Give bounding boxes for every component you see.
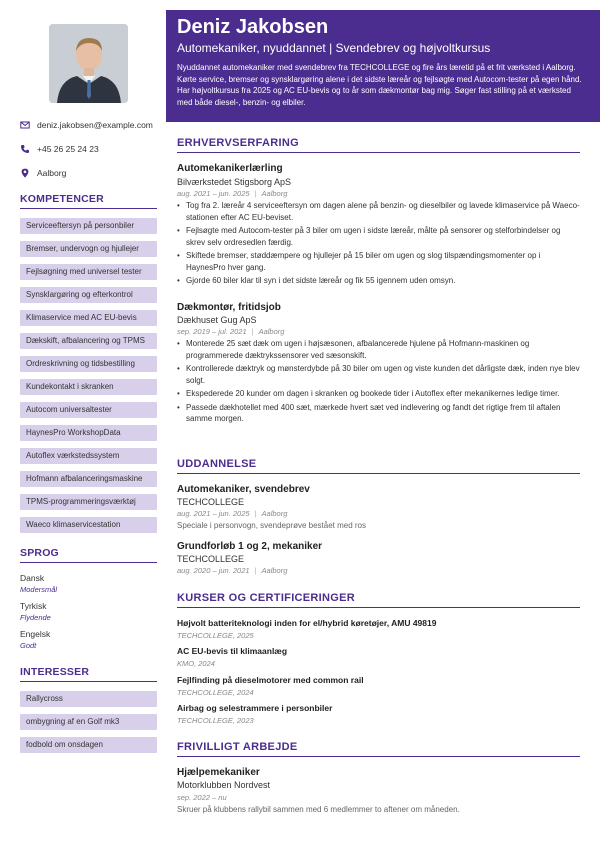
job-bullet: • Gjorde 60 biler klar til syn i det sidste læreår og fik 55 igennem uden omsyn.	[177, 275, 580, 287]
interest-chip: ombygning af en Golf mk3	[20, 714, 157, 730]
candidate-title: Automekaniker, nyuddannet | Svendebrev og højvoltkursus	[177, 41, 491, 55]
volunteer-org: Motorklubben Nordvest	[177, 780, 271, 790]
course-meta: TECHCOLLEGE, 2025	[177, 631, 254, 640]
course-meta: TECHCOLLEGE, 2023	[177, 716, 254, 725]
profile-summary: Nyuddannet automekaniker med svendebrev fra TECHCOLLEGE og fire års læretid på et frit værksted i Aalborg. Kørte service, bremser og synsklargøring alene i det sidste læreår og fejlsøgte med Autocom-tester på egen hånd. Har højvoltkursus fra 2025 og AC EU-bevis og to år som dækmontør bag mig. Søger fast stilling på et værksted med både diesel-, benzin- og elbiler.	[177, 63, 582, 107]
education-school: TECHCOLLEGE	[177, 497, 245, 507]
job-company: Dækhuset Gug ApS	[177, 315, 257, 325]
language-item	[20, 573, 157, 594]
email-text: deniz.jakobsen@example.com	[37, 120, 153, 130]
location-pin-icon	[20, 168, 30, 178]
skill-chip: Bremser, undervogn og hjullejer	[20, 241, 157, 257]
job-title: Automekanikerlærling	[177, 163, 283, 174]
course-title: AC EU-bevis til klimaanlæg	[177, 646, 288, 656]
course-title: Airbag og selestrammere i personbiler	[177, 703, 333, 713]
contact-phone[interactable]	[20, 144, 160, 154]
job-dates: sep. 2019 – jul. 2021	[177, 327, 247, 336]
contact-location	[20, 168, 160, 178]
meta-separator: |	[254, 566, 257, 575]
languages-heading: SPROG	[20, 547, 157, 563]
education-dates: aug. 2021 – jun. 2025	[177, 509, 250, 518]
volunteer-heading: FRIVILLIGT ARBEJDE	[177, 741, 580, 757]
job-bullet: • Monterede 25 sæt dæk om ugen i højsæsonen, afbalancerede hjulene på Hofmann-maskinen og programmerede dæktrykssensorer ved sæsonskift.	[177, 338, 580, 361]
language-item	[20, 629, 157, 650]
mail-icon	[20, 120, 30, 130]
education-title: Grundforløb 1 og 2, mekaniker	[177, 541, 323, 552]
job-location: Aalborg	[261, 189, 288, 198]
job-meta	[177, 327, 284, 336]
job-meta	[177, 189, 287, 198]
job-dates: aug. 2021 – jun. 2025	[177, 189, 250, 198]
skill-chip: Autoflex værkstedssystem	[20, 448, 157, 464]
header-banner	[166, 10, 600, 122]
skill-chip: Kundekontakt i skranken	[20, 379, 157, 395]
language-name: Engelsk	[20, 629, 51, 639]
language-name: Tyrkisk	[20, 601, 47, 611]
candidate-name: Deniz Jakobsen	[177, 16, 329, 38]
job-bullet: • Kontrollerede dæktryk og mønsterdybde på 30 biler om ugen og viste kunden det dårligste dæk, inden nye blev solgt.	[177, 363, 580, 386]
contact-email[interactable]	[20, 120, 160, 130]
education-description: Speciale i personvogn, svendeprøve bestået med ros	[177, 521, 366, 530]
skill-chip: Dækskift, afbalancering og TPMS	[20, 333, 157, 349]
job-bullet: • Tog fra 2. læreår 4 serviceeftersyn om dagen alene på benzin- og dieselbiler og lavede klimaservice på Waeco-stationen efter AC EU-beviset.	[177, 200, 580, 223]
skill-chip: Fejlsøgning med universel tester	[20, 264, 157, 280]
skill-chip: Klimaservice med AC EU-bevis	[20, 310, 157, 326]
volunteer-title: Hjælpemekaniker	[177, 767, 260, 778]
course-meta: TECHCOLLEGE, 2024	[177, 688, 254, 697]
education-meta	[177, 566, 287, 575]
skill-chip: Synsklargøring og efterkontrol	[20, 287, 157, 303]
education-location: Aalborg	[261, 509, 288, 518]
experience-heading: ERHVERVSERFARING	[177, 137, 580, 153]
interest-chip: fodbold om onsdagen	[20, 737, 157, 753]
skills-heading: KOMPETENCER	[20, 193, 157, 209]
education-heading: UDDANNELSE	[177, 458, 580, 474]
phone-text: +45 26 25 24 23	[37, 144, 99, 154]
volunteer-description: Skruer på klubbens rallybil sammen med 6 medlemmer to aftener om måneden.	[177, 805, 460, 814]
education-school: TECHCOLLEGE	[177, 554, 245, 564]
skill-chip: HaynesPro WorkshopData	[20, 425, 157, 441]
location-text: Aalborg	[37, 168, 67, 178]
job-location: Aalborg	[258, 327, 285, 336]
courses-heading: KURSER OG CERTIFICERINGER	[177, 592, 580, 608]
language-level: Modersmål	[20, 585, 58, 594]
meta-separator: |	[254, 189, 257, 198]
phone-icon	[20, 144, 30, 154]
course-title: Fejlfinding på dieselmotorer med common rail	[177, 675, 364, 685]
skill-chip: Waeco klimaservicestation	[20, 517, 157, 533]
job-company: Bilværkstedet Stigsborg ApS	[177, 177, 292, 187]
skill-chip: Serviceeftersyn på personbiler	[20, 218, 157, 234]
interest-chip: Rallycross	[20, 691, 157, 707]
education-location: Aalborg	[261, 566, 288, 575]
interests-heading: INTERESSER	[20, 666, 157, 682]
language-name: Dansk	[20, 573, 45, 583]
volunteer-dates: sep. 2022 – nu	[177, 793, 227, 802]
education-meta	[177, 509, 287, 518]
meta-separator: |	[254, 509, 257, 518]
education-title: Automekaniker, svendebrev	[177, 484, 310, 495]
job-bullet: • Fejlsøgte med Autocom-tester på 3 biler om ugen i sidste læreår, målte på sensorer og stelforbindelser og skrev selv ordresedlen færdig.	[177, 225, 580, 248]
language-level: Flydende	[20, 613, 51, 622]
meta-separator: |	[251, 327, 254, 336]
language-item	[20, 601, 157, 622]
skill-chip: Hofmann afbalanceringsmaskine	[20, 471, 157, 487]
skill-chip: Autocom universaltester	[20, 402, 157, 418]
profile-photo	[49, 24, 128, 103]
job-bullet: • Passede dækhotellet med 400 sæt, mærkede hvert sæt ved indlevering og fandt det rigtige frem til aftalen samme morgen.	[177, 402, 580, 425]
job-bullet: • Skiftede bremser, støddæmpere og hjullejer på 15 biler om ugen og slog tilspændingsmomenter op i HaynesPro hver gang.	[177, 250, 580, 273]
course-title: Højvolt batteriteknologi inden for el/hybrid køretøjer, AMU 49819	[177, 618, 437, 628]
skill-chip: Ordreskrivning og tidsbestilling	[20, 356, 157, 372]
job-bullets	[177, 338, 580, 427]
course-meta: KMO, 2024	[177, 659, 215, 668]
person-silhouette-icon	[49, 24, 128, 103]
job-title: Dækmontør, fritidsjob	[177, 302, 281, 313]
education-dates: aug. 2020 – jun. 2021	[177, 566, 250, 575]
sidebar	[0, 0, 166, 849]
skill-chip: TPMS-programmeringsværktøj	[20, 494, 157, 510]
job-bullet: • Ekspederede 20 kunder om dagen i skranken og bookede tider i Autoflex efter mekanikernes ledige timer.	[177, 388, 580, 400]
language-level: Godt	[20, 641, 37, 650]
job-bullets	[177, 200, 580, 289]
